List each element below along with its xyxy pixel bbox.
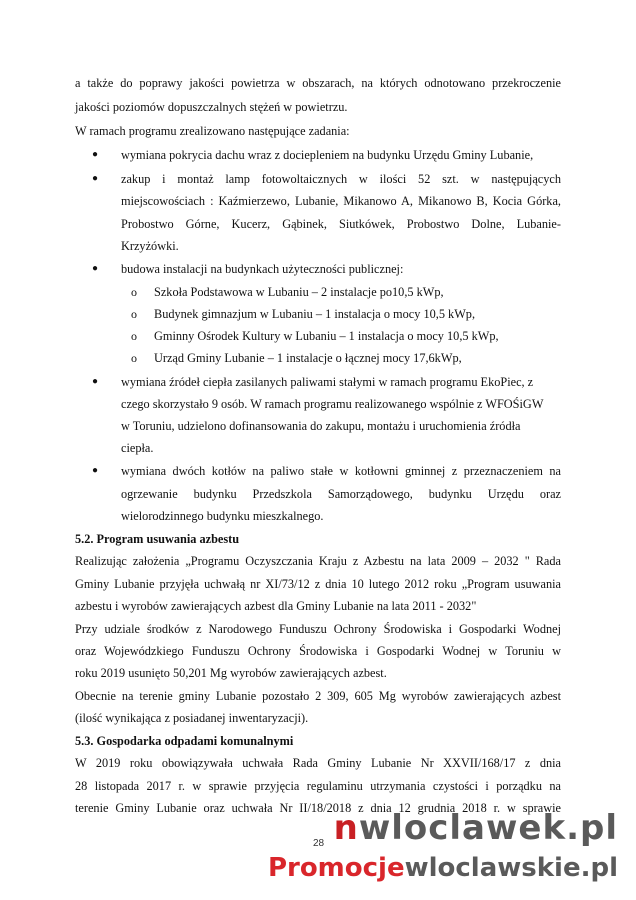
section-heading: 5.2. Program usuwania azbestu — [75, 532, 240, 546]
watermark-logo: nwloclawek.pl — [333, 808, 618, 848]
circle-bullet-icon: o — [131, 307, 137, 321]
list-item-line: wielorodzinnego budynku mieszkalnego. — [121, 509, 324, 523]
paragraph-line: Gminy Lubanie przyjęła uchwałą nr XI/73/12 z dnia 10 lutego 2012 roku „Program usuwania — [75, 577, 561, 591]
list-item: budowa instalacji na budynkach użyteczności publicznej: — [121, 262, 404, 276]
paragraph-line: 28 listopada 2017 r. w sprawie przyjęcia regulaminu utrzymania czystości i porządku na — [75, 779, 561, 793]
paragraph-line: azbestu i wyrobów zawierających azbest dla Gminy Lubanie na lata 2011 - 2032" — [75, 599, 477, 613]
sub-list-item: Gminny Ośrodek Kultury w Lubaniu – 1 instalacja o mocy 10,5 kWp, — [154, 329, 499, 343]
sub-list-item: Szkoła Podstawowa w Lubaniu – 2 instalacje po10,5 kWp, — [154, 285, 444, 299]
list-item-line: ogrzewanie budynku Przedszkola Samorządowego, budynku Urzędu oraz — [121, 487, 561, 501]
list-item-line: ciepła. — [121, 441, 154, 455]
circle-bullet-icon: o — [131, 329, 137, 343]
bullet-icon: ● — [92, 465, 99, 476]
section-heading: 5.3. Gospodarka odpadami komunalnymi — [75, 734, 294, 748]
list-item: zakup i montaż lamp fotowoltaicznych w ilości 52 szt. w następujących — [121, 172, 561, 186]
paragraph-line: W 2019 roku obowiązywała uchwała Rada Gminy Lubanie Nr XXVII/168/17 z dnia — [75, 756, 561, 770]
paragraph-line: a także do poprawy jakości powietrza w obszarach, na których odnotowano przekroczenie — [75, 76, 561, 90]
page-number: 28 — [313, 838, 325, 849]
list-item: wymiana pokrycia dachu wraz z dociepleniem na budynku Urzędu Gminy Lubanie, — [121, 148, 534, 162]
bullet-icon: ● — [92, 173, 99, 184]
bullet-icon: ● — [92, 263, 99, 274]
list-item-line: czego skorzystało 9 osób. W ramach programu realizowanego wspólnie z WFOŚiGW — [121, 397, 544, 411]
sub-list-item: Budynek gimnazjum w Lubaniu – 1 instalacja o mocy 10,5 kWp, — [154, 307, 476, 321]
paragraph-line: oraz Wojewódzkiego Funduszu Ochrony Środowiska i Gospodarki Wodnej w Toruniu w — [75, 644, 561, 658]
paragraph-line: (ilość wynikająca z posiadanej inwentaryzacji). — [75, 711, 309, 725]
paragraph-line: terenie Gminy Lubanie oraz uchwała Nr II/18/2018 z dnia 12 grudnia 2018 r. w sprawie — [75, 801, 561, 815]
list-item-line: Krzyżówki. — [121, 239, 179, 253]
circle-bullet-icon: o — [131, 285, 137, 299]
paragraph-line: W ramach programu zrealizowano następujące zadania: — [75, 124, 350, 138]
paragraph-line: Przy udziale środków z Narodowego Funduszu Ochrony Środowiska i Gospodarki Wodnej — [75, 622, 561, 636]
list-item-line: miejscowościach : Kaźmierzewo, Lubanie, Mikanowo A, Mikanowo B, Kocia Górka, — [121, 194, 561, 208]
list-item: wymiana źródeł ciepła zasilanych paliwami stałymi w ramach programu EkoPiec, z — [121, 375, 534, 389]
list-item: wymiana dwóch kotłów na paliwo stałe w kotłowni gminnej z przeznaczeniem na — [121, 464, 561, 478]
paragraph-line: Realizując założenia „Programu Oczyszczania Kraju z Azbestu na lata 2009 – 2032 " Rada — [75, 554, 561, 568]
bullet-icon: ● — [92, 376, 99, 387]
paragraph-line: Obecnie na terenie gminy Lubanie pozostało 2 309, 605 Mg wyrobów zawierających azbest — [75, 689, 561, 703]
watermark-logo-secondary: Promocjewloclawskie.pl — [267, 853, 618, 883]
list-item-line: Probostwo Górne, Kucerz, Gąbinek, Siutkówek, Probostwo Dolne, Lubanie- — [121, 217, 561, 231]
paragraph-line: jakości poziomów dopuszczalnych stężeń w powietrzu. — [75, 100, 348, 114]
circle-bullet-icon: o — [131, 351, 137, 365]
paragraph-line: roku 2019 usunięto 50,201 Mg wyrobów zawierających azbest. — [75, 666, 387, 680]
sub-list-item: Urząd Gminy Lubanie – 1 instalacje o łącznej mocy 17,6kWp, — [154, 351, 462, 365]
bullet-icon: ● — [92, 149, 99, 160]
list-item-line: w Toruniu, udzielono dofinansowania do zakupu, montażu i uruchomienia źródła — [121, 419, 521, 433]
